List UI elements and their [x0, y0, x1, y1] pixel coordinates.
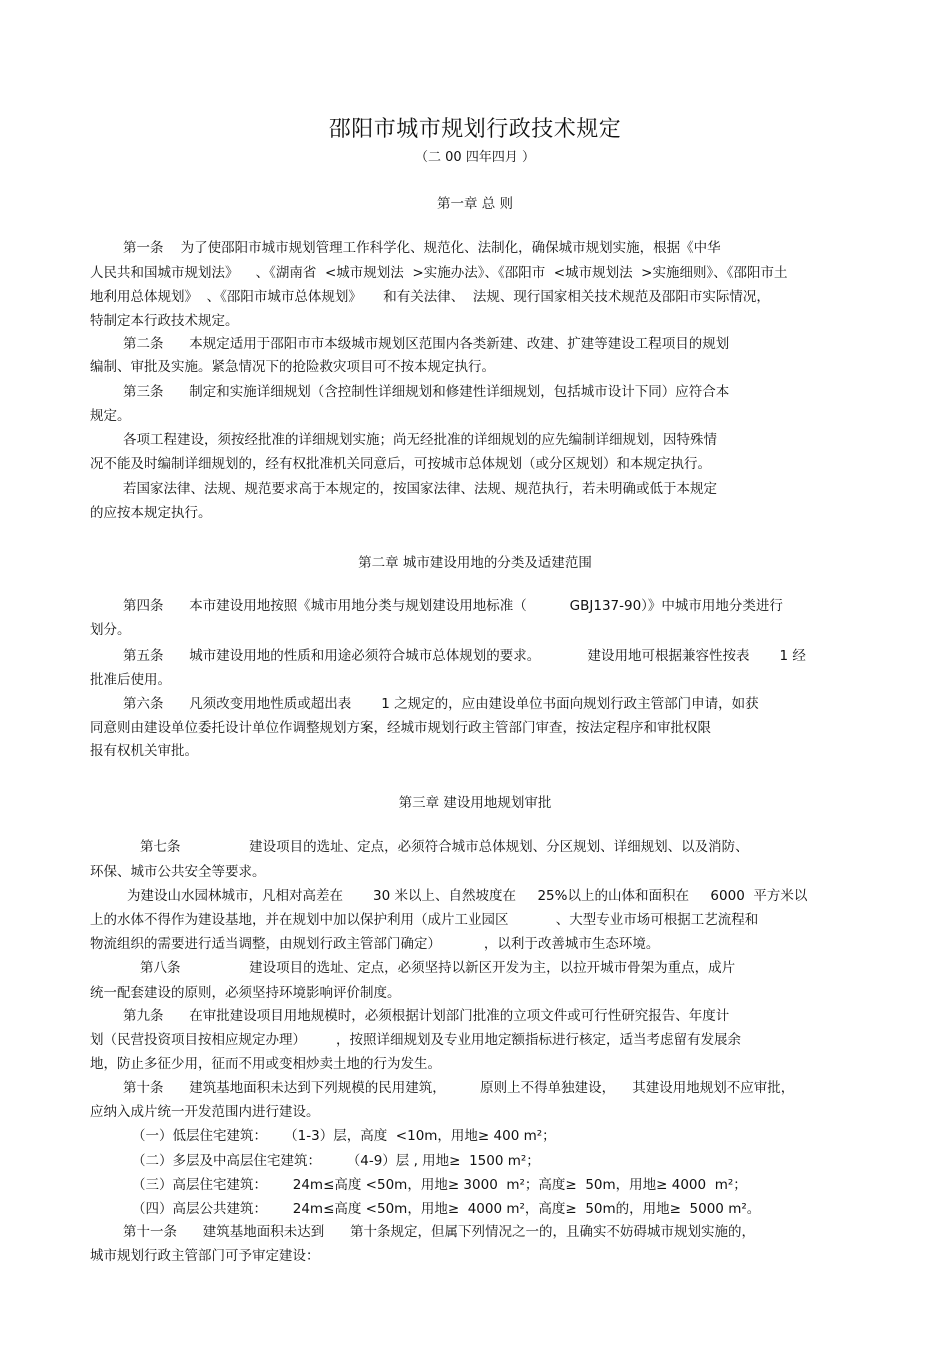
paragraph-line: 若国家法律、法规、规范要求高于本规定的，按国家法律、法规、规范执行，若未明确或低于本规定 — [123, 481, 717, 497]
paragraph-line: 第十一条 建筑基地面积未达到 第十条规定，但属下列情况之一的，且确实不妨碍城市规划实施的， — [123, 1224, 755, 1240]
paragraph-line: 应纳入成片统一开发范围内进行建设。 — [90, 1104, 320, 1120]
paragraph-line: 为建设山水园林城市，凡相对高差在 30 米以上、自然坡度在 25%以上的山体和面积在 6000 平方米以 — [127, 888, 808, 904]
paragraph-line: 批准后使用。 — [90, 672, 171, 688]
list-item-line: （三）高层住宅建筑： 24m≤高度 <50m，用地≥ 3000 m²；高度≥ 50m，用地≥ 4000 m²； — [132, 1177, 747, 1193]
paragraph-line: 地利用总体规划》 、《邵阳市城市总体规划》 和有关法律、 法规、现行国家相关技术规范及邵阳市实际情况， — [90, 289, 770, 305]
document-title: 邵阳市城市规划行政技术规定 — [328, 117, 622, 142]
paragraph-line: 编制、审批及实施。紧急情况下的抢险救灾项目可不按本规定执行。 — [90, 359, 495, 375]
chapter-1-heading: 第一章 总 则 — [436, 196, 514, 212]
paragraph-line: 第八条 建设项目的选址、定点，必须坚持以新区开发为主，以拉开城市骨架为重点，成片 — [140, 960, 736, 976]
paragraph-line: 划（民营投资项目按相应规定办理） ，按照详细规划及专业用地定额指标进行核定，适当考虑留有发展余 — [90, 1032, 742, 1048]
paragraph-line: 第一条 为了使邵阳市城市规划管理工作科学化、规范化、法制化，确保城市规划实施，根据《中华 — [123, 240, 721, 256]
paragraph-line: 各项工程建设，须按经批准的详细规划实施；尚无经批准的详细规划的应先编制详细规划，因特殊情 — [123, 432, 717, 448]
paragraph-line: 物流组织的需要进行适当调整，由规划行政主管部门确定） ，以利于改善城市生态环境。 — [90, 936, 660, 952]
paragraph-line: 况不能及时编制详细规划的，经有权批准机关同意后，可按城市总体规划（或分区规划）和本规定执行。 — [90, 456, 711, 472]
list-item-line: （一）低层住宅建筑： （1-3）层，高度 <10m，用地≥ 400 m²； — [132, 1128, 556, 1144]
paragraph-line: 第二条 本规定适用于邵阳市市本级城市规划区范围内各类新建、改建、扩建等建设工程项目的规划 — [123, 336, 730, 352]
paragraph-line: 环保、城市公共安全等要求。 — [90, 864, 266, 880]
paragraph-line: 特制定本行政技术规定。 — [90, 313, 239, 329]
paragraph-line: 第四条 本市建设用地按照《城市用地分类与规划建设用地标准（ GBJ137-90）》中城市用地分类进行 — [123, 598, 783, 614]
paragraph-line: 人民共和国城市规划法》 、《湖南省 <城市规划法 >实施办法》、《邵阳市 <城市规划法 >实施细则》、《邵阳市土 — [90, 265, 788, 281]
paragraph-line: 地，防止多征少用，征而不用或变相炒卖土地的行为发生。 — [90, 1056, 441, 1072]
chapter-3-heading: 第三章 建设用地规划审批 — [398, 795, 552, 811]
paragraph-line: 划分。 — [90, 622, 131, 638]
paragraph-line: 第十条 建筑基地面积未达到下列规模的民用建筑， 原则上不得单独建设， 其建设用地规划不应审批， — [123, 1080, 795, 1096]
paragraph-line: 第九条 在审批建设项目用地规模时，必须根据计划部门批准的立项文件或可行性研究报告、年度计 — [123, 1008, 730, 1024]
chapter-2-heading: 第二章 城市建设用地的分类及适建范围 — [358, 555, 592, 571]
paragraph-line: 规定。 — [90, 408, 131, 424]
paragraph-line: 报有权机关审批。 — [90, 743, 198, 759]
paragraph-line: 同意则由建设单位委托设计单位作调整规划方案，经城市规划行政主管部门审查，按法定程序和审批权限 — [90, 720, 711, 736]
paragraph-line: 第六条 凡须改变用地性质或超出表 1 之规定的，应由建设单位书面向规划行政主管部门申请，如获 — [123, 696, 759, 712]
list-item-line: （二）多层及中高层住宅建筑： （4-9）层 , 用地≥ 1500 m²； — [132, 1153, 540, 1169]
document-date: （二 00 四年四月 ） — [415, 150, 535, 165]
paragraph-line: 第七条 建设项目的选址、定点，必须符合城市总体规划、分区规划、详细规划、以及消防、 — [140, 839, 749, 855]
list-item-line: （四）高层公共建筑： 24m≤高度 <50m，用地≥ 4000 m²，高度≥ 50m的，用地≥ 5000 m²。 — [132, 1201, 761, 1217]
paragraph-line: 统一配套建设的原则，必须坚持环境影响评价制度。 — [90, 985, 401, 1001]
paragraph-line: 上的水体不得作为建设基地，并在规划中加以保护利用（成片工业园区 、大型专业市场可根据工艺流程和 — [90, 912, 759, 928]
paragraph-line: 第五条 城市建设用地的性质和用途必须符合城市总体规划的要求。 建设用地可根据兼容性按表 1 经 — [123, 648, 806, 664]
paragraph-line: 城市规划行政主管部门可予审定建设： — [90, 1248, 320, 1264]
paragraph-line: 第三条 制定和实施详细规划（含控制性详细规划和修建性详细规划，包括城市设计下同）应符合本 — [123, 384, 730, 400]
paragraph-line: 的应按本规定执行。 — [90, 505, 212, 521]
